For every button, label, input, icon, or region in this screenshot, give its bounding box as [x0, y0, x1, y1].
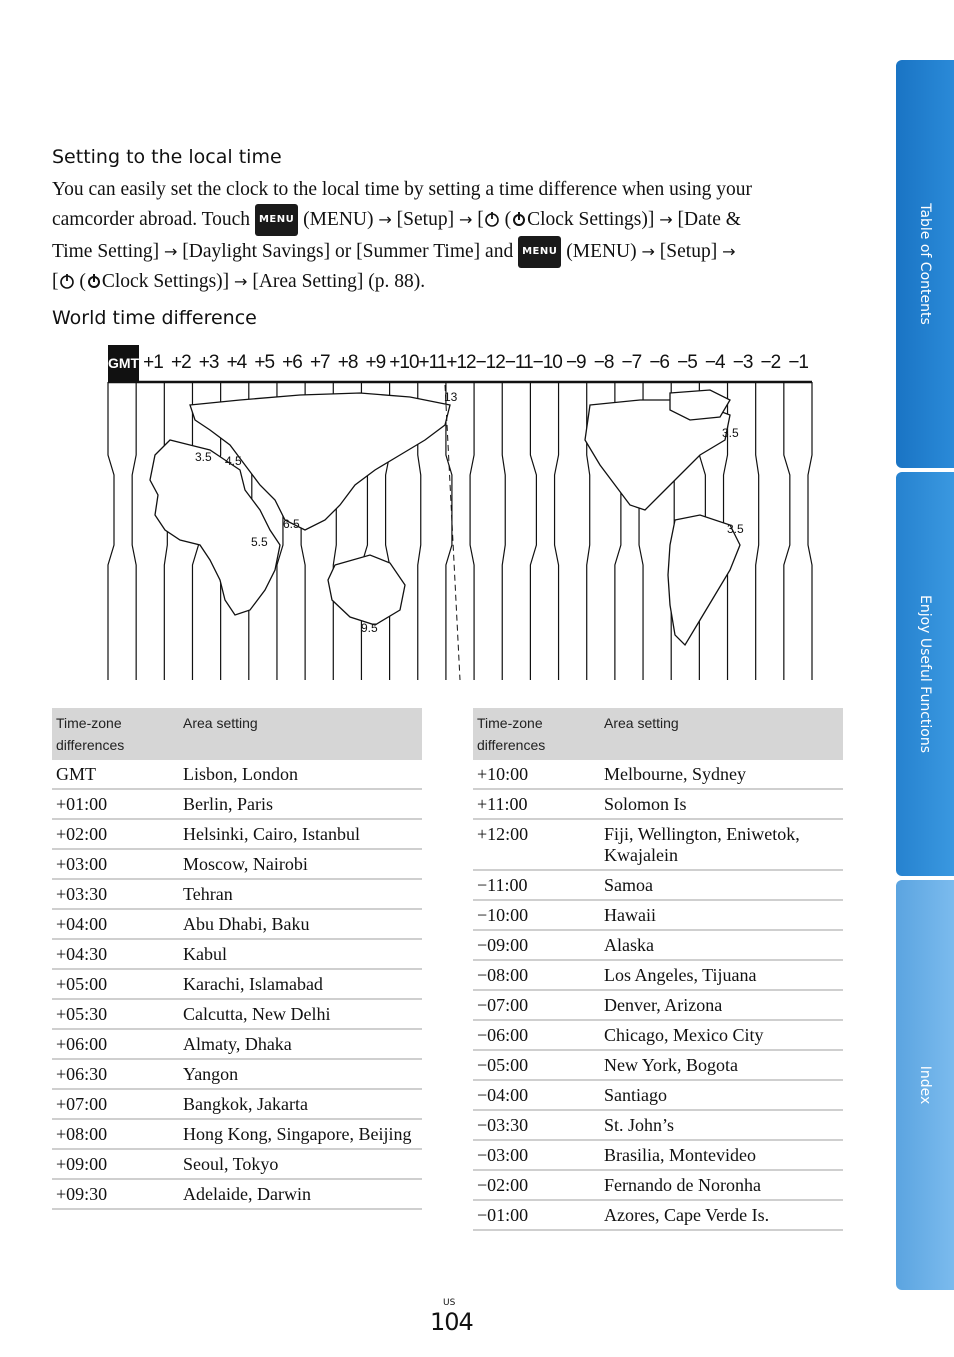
time-zone-cell: +8 — [337, 352, 358, 373]
table-row — [473, 760, 843, 789]
arrow-right-icon: → — [722, 242, 736, 261]
text-fragment: ( — [79, 271, 86, 292]
area-setting-cell: Hong Kong, Singapore, Beijing — [179, 1119, 422, 1149]
area-setting-cell: Brasilia, Montevideo — [600, 1140, 843, 1170]
time-zone-cell: +06:00 — [52, 1029, 179, 1059]
time-zone-line — [808, 382, 812, 680]
time-zone-line — [108, 382, 114, 680]
page-region-code: US — [443, 1298, 456, 1308]
time-zone-cell: +9 — [365, 352, 386, 373]
table-row — [473, 1110, 843, 1140]
time-zone-cell: −7 — [621, 352, 642, 373]
table-row — [52, 1119, 422, 1149]
clock-filled-icon — [511, 211, 527, 227]
arrow-right-icon: → — [458, 210, 473, 229]
time-zone-cell: +5 — [254, 352, 275, 373]
time-zone-line — [530, 382, 536, 680]
time-zone-cell: GMT — [52, 760, 179, 789]
text-fragment: (MENU) — [566, 241, 637, 262]
area-setting-cell: Abu Dhabi, Baku — [179, 909, 422, 939]
area-setting-cell: Helsinki, Cairo, Istanbul — [179, 819, 422, 849]
time-zone-cell: +03:30 — [52, 879, 179, 909]
area-setting-cell: Berlin, Paris — [179, 789, 422, 819]
world-time-zone-map — [70, 345, 815, 680]
area-setting-cell: New York, Bogota — [600, 1050, 843, 1080]
text-fragment: ( — [504, 209, 512, 230]
area-setting-cell: Chicago, Mexico City — [600, 1020, 843, 1050]
time-zone-cell: −3 — [732, 352, 753, 373]
map-label: 9.5 — [361, 621, 378, 635]
area-setting-cell: Kabul — [179, 939, 422, 969]
area-setting-cell: Almaty, Dhaka — [179, 1029, 422, 1059]
area-setting-cell: Tehran — [179, 879, 422, 909]
table-header-row — [52, 708, 422, 760]
map-label: 4.5 — [225, 454, 242, 468]
section-heading-world-time: World time difference — [52, 307, 257, 329]
area-setting-cell: Solomon Is — [600, 789, 843, 819]
time-zone-cell: −07:00 — [473, 990, 600, 1020]
table-row — [52, 1089, 422, 1119]
table-row — [52, 879, 422, 909]
time-zone-cell: +4 — [226, 352, 247, 373]
time-zone-table-left — [52, 708, 422, 1210]
table-row — [52, 909, 422, 939]
time-zone-cell: −10:00 — [473, 900, 600, 930]
time-zone-cell: −01:00 — [473, 1200, 600, 1230]
time-zone-cell: −5 — [677, 352, 697, 373]
paragraph-line-1: You can easily set the clock to the local time by setting a time difference when using your — [52, 179, 753, 200]
text-fragment: Clock Settings)] — [101, 271, 230, 292]
side-tab-enjoy-useful-functions[interactable] — [896, 472, 954, 876]
table-row — [473, 1050, 843, 1080]
area-setting-cell: Moscow, Nairobi — [179, 849, 422, 879]
table-row — [473, 789, 843, 819]
area-setting-cell: Fiji, Wellington, Eniwetok, Kwajalein — [600, 819, 843, 870]
time-zone-cell: +02:00 — [52, 819, 179, 849]
text-fragment: Clock Settings)] — [527, 209, 655, 230]
time-zone-cell: −05:00 — [473, 1050, 600, 1080]
text-fragment: [ — [477, 209, 484, 230]
table-row — [52, 789, 422, 819]
column-header-time-zone: Time-zone differences — [473, 708, 600, 760]
area-setting-cell: Denver, Arizona — [600, 990, 843, 1020]
time-zone-cell: +10 — [389, 352, 419, 373]
side-tab-index[interactable] — [896, 880, 954, 1290]
time-zone-cell: +11:00 — [473, 789, 600, 819]
table-row — [473, 1020, 843, 1050]
map-label: 3.5 — [727, 522, 744, 536]
column-header-time-zone: Time-zone differences — [52, 708, 179, 760]
section-heading-local-time: Setting to the local time — [52, 146, 282, 168]
time-zone-cell: −6 — [649, 352, 669, 373]
time-zone-cell: −03:00 — [473, 1140, 600, 1170]
table-header-row — [473, 708, 843, 760]
clock-outline-icon — [59, 273, 75, 289]
area-setting-cell: Lisbon, London — [179, 760, 422, 789]
time-zone-cell: +2 — [170, 352, 191, 373]
time-zone-cell: +7 — [309, 352, 330, 373]
area-setting-cell: Adelaide, Darwin — [179, 1179, 422, 1209]
time-zone-line — [470, 382, 474, 680]
area-setting-cell: Santiago — [600, 1080, 843, 1110]
text-fragment: camcorder abroad. Touch — [52, 209, 251, 230]
area-setting-cell: Yangon — [179, 1059, 422, 1089]
arrow-right-icon: → — [163, 242, 178, 261]
column-header-area-setting: Area setting — [179, 708, 422, 760]
time-zone-cell: −11:00 — [473, 870, 600, 900]
time-zone-cell: −10 — [532, 352, 562, 373]
paragraph-line-3 — [52, 236, 852, 268]
time-zone-cell: −9 — [565, 352, 586, 373]
time-zone-cell: −11 — [504, 352, 533, 373]
area-setting-cell: Melbourne, Sydney — [600, 760, 843, 789]
time-zone-cell: +04:30 — [52, 939, 179, 969]
table-row — [52, 1029, 422, 1059]
time-zone-line — [555, 382, 559, 680]
side-tab-label: Enjoy Useful Functions — [917, 594, 933, 754]
table-row — [52, 939, 422, 969]
time-zone-cell: −04:00 — [473, 1080, 600, 1110]
area-setting-cell: Azores, Cape Verde Is. — [600, 1200, 843, 1230]
table-row — [473, 1200, 843, 1230]
area-setting-cell: Alaska — [600, 930, 843, 960]
table-row — [52, 849, 422, 879]
instructions-paragraph — [52, 176, 852, 296]
time-zone-cell: +09:30 — [52, 1179, 179, 1209]
table-row — [473, 1140, 843, 1170]
text-fragment: (MENU) — [303, 209, 374, 230]
table-row — [473, 1170, 843, 1200]
time-zone-header-bar — [108, 345, 812, 381]
area-setting-cell: Bangkok, Jakarta — [179, 1089, 422, 1119]
area-setting-cell: Calcutta, New Delhi — [179, 999, 422, 1029]
map-label: 3.5 — [722, 426, 739, 440]
time-zone-cell: +12 — [446, 352, 476, 373]
table-row — [473, 990, 843, 1020]
text-fragment: [Setup] — [659, 241, 718, 262]
arrow-right-icon: → — [641, 242, 655, 261]
page-number: 104 — [430, 1308, 473, 1336]
time-zone-cell: +03:00 — [52, 849, 179, 879]
time-zone-cell: −03:30 — [473, 1110, 600, 1140]
time-zone-cell: +07:00 — [52, 1089, 179, 1119]
table-row — [473, 870, 843, 900]
table-row — [52, 1149, 422, 1179]
arrow-right-icon: → — [378, 210, 392, 229]
area-setting-cell: Hawaii — [600, 900, 843, 930]
time-zone-line — [784, 382, 790, 680]
column-header-area-setting: Area setting — [600, 708, 843, 760]
paragraph-line-2 — [52, 204, 852, 236]
time-zone-cell: +1 — [143, 352, 163, 373]
time-zone-cell: −1 — [788, 352, 808, 373]
time-zone-cell: +10:00 — [473, 760, 600, 789]
time-zone-cell: −06:00 — [473, 1020, 600, 1050]
table-row — [473, 930, 843, 960]
table-row — [52, 999, 422, 1029]
time-zone-cell: +05:00 — [52, 969, 179, 999]
time-zone-line — [502, 382, 505, 680]
table-row — [473, 900, 843, 930]
table-row — [52, 760, 422, 789]
arrow-right-icon: → — [234, 272, 248, 291]
time-zone-cell: +06:30 — [52, 1059, 179, 1089]
time-zone-cell: +12:00 — [473, 819, 600, 870]
time-zone-cell: GMT — [108, 345, 139, 381]
time-zone-cell: +04:00 — [52, 909, 179, 939]
table-row — [52, 969, 422, 999]
table-row — [52, 1179, 422, 1209]
text-fragment: [Setup] — [396, 209, 455, 230]
area-setting-cell: Fernando de Noronha — [600, 1170, 843, 1200]
paragraph-line-4 — [52, 268, 852, 296]
area-setting-cell: Seoul, Tokyo — [179, 1149, 422, 1179]
clock-outline-icon — [484, 211, 500, 227]
map-label: 5.5 — [251, 535, 268, 549]
time-zone-cell: +05:30 — [52, 999, 179, 1029]
time-zone-line — [132, 382, 136, 680]
area-setting-cell: Samoa — [600, 870, 843, 900]
arrow-right-icon: → — [659, 210, 673, 229]
area-setting-cell: Karachi, Islamabad — [179, 969, 422, 999]
time-zone-cell: −08:00 — [473, 960, 600, 990]
text-fragment: [Area Setting] (p. 88). — [252, 271, 426, 292]
time-zone-cell: +01:00 — [52, 789, 179, 819]
time-zone-cell: −12 — [475, 352, 505, 373]
time-zone-cell: +3 — [198, 352, 219, 373]
time-zone-table-right — [473, 708, 843, 1231]
time-zone-cell: −02:00 — [473, 1170, 600, 1200]
table-row — [52, 819, 422, 849]
time-zone-cell: +09:00 — [52, 1149, 179, 1179]
text-fragment: Time Setting] — [52, 241, 160, 262]
side-tab-label: Index — [917, 1065, 933, 1105]
area-setting-cell: St. John’s — [600, 1110, 843, 1140]
area-setting-cell: Los Angeles, Tijuana — [600, 960, 843, 990]
map-label: 13 — [444, 390, 458, 404]
text-fragment: [Daylight Savings] or [Summer Time] and — [182, 241, 514, 262]
time-zone-cell: +6 — [282, 352, 302, 373]
menu-icon: MENU — [518, 236, 561, 268]
time-zone-cell: −2 — [760, 352, 781, 373]
map-label: 3.5 — [195, 450, 212, 464]
side-tab-table-of-contents[interactable] — [896, 60, 954, 468]
table-row — [52, 1059, 422, 1089]
time-zone-line — [756, 382, 759, 680]
time-zone-cell: +08:00 — [52, 1119, 179, 1149]
map-continent-australia — [328, 555, 405, 625]
menu-icon: MENU — [255, 204, 298, 236]
text-fragment: [Date & — [677, 209, 741, 230]
table-row — [473, 1080, 843, 1110]
table-row — [473, 960, 843, 990]
time-zone-cell: +11 — [418, 352, 447, 373]
time-zone-cell: −09:00 — [473, 930, 600, 960]
table-row — [473, 819, 843, 870]
time-zone-cell: −8 — [593, 352, 614, 373]
text-fragment: [ — [52, 271, 59, 292]
side-tab-label: Table of Contents — [917, 203, 933, 325]
time-zone-cell: −4 — [704, 352, 725, 373]
map-label: 6.5 — [283, 517, 300, 531]
clock-filled-icon — [86, 273, 102, 289]
